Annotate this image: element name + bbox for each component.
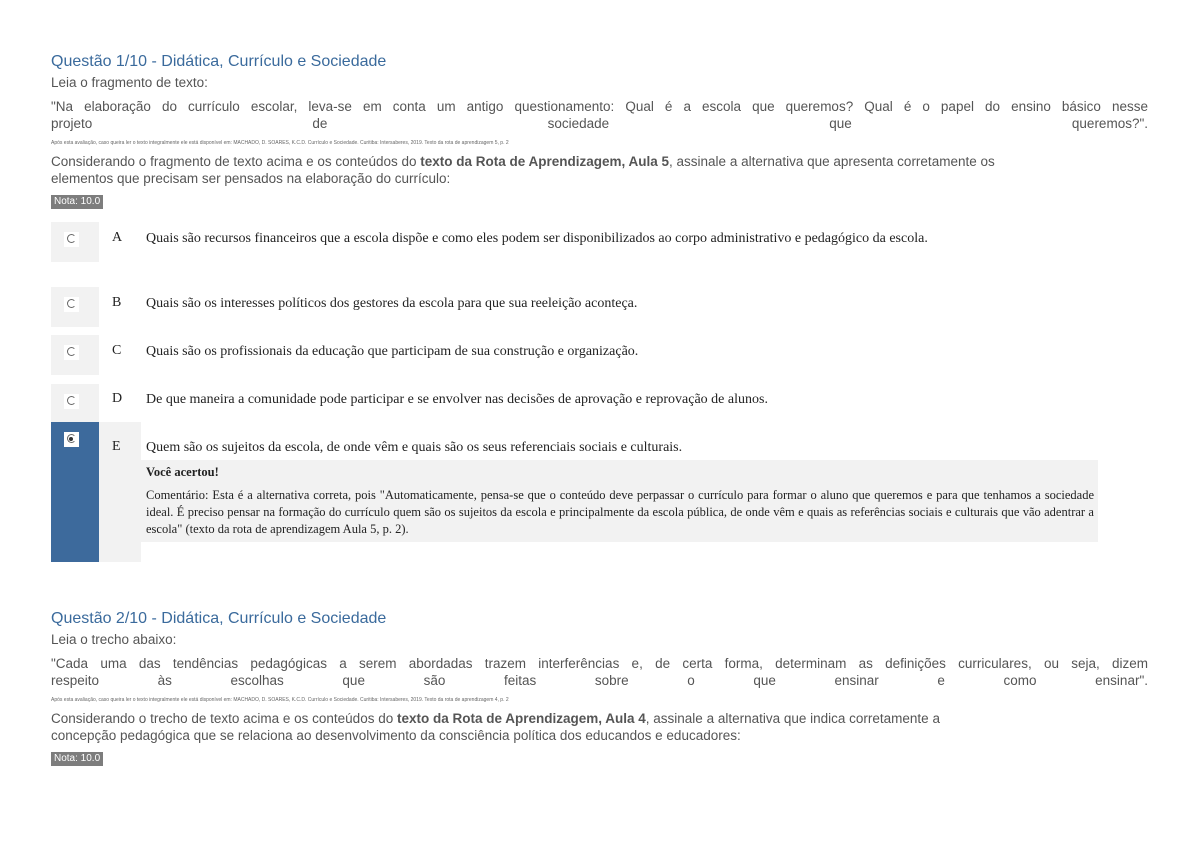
option-d-radio-cell[interactable] (51, 384, 99, 424)
question-2-prompt-line-2: concepção pedagógica que se relaciona ao desenvolvimento da consciência política dos educandos e educadores: (51, 728, 741, 743)
prompt-text: Considerando o fragmento de texto acima e os conteúdos do (51, 154, 421, 169)
option-c-letter: C (112, 343, 122, 358)
option-d-radio[interactable] (64, 394, 79, 409)
question-2-intro: Leia o trecho abaixo: (51, 632, 177, 647)
radio-icon (67, 396, 76, 405)
question-1-grade-badge: Nota: 10.0 (51, 195, 103, 209)
feedback-comment: Comentário: Esta é a alternativa correta, pois "Automaticamente, pensa-se que o conteúdo deve perpassar o currículo para formar o aluno que queremos e para que tenhamos a sociedade ideal. É preciso pensar na formação do currículo quem são os sujeitos da escola e principalmente da escola pública, de onde vêm e quais as referências sociais e culturais que vão adentrar a escola" (texto da rota de aprendizagem Aula 5, p. 2). (146, 488, 1094, 536)
option-c-radio-cell[interactable] (51, 335, 99, 375)
question-2-grade-badge: Nota: 10.0 (51, 752, 103, 766)
question-1-intro: Leia o fragmento de texto: (51, 75, 208, 90)
prompt-text: Considerando o trecho de texto acima e os conteúdos do (51, 711, 397, 726)
option-d-text[interactable]: De que maneira a comunidade pode participar e se envolver nas decisões de aprovação e reprovação de alunos. (146, 392, 768, 407)
question-1-quote-line-2: projeto de sociedade que queremos?". (51, 116, 1148, 131)
option-e-radio-cell[interactable] (51, 422, 99, 462)
option-b-text[interactable]: Quais são os interesses políticos dos gestores da escola para que sua reeleição aconteça. (146, 296, 638, 311)
feedback-title: Você acertou! (146, 465, 219, 479)
prompt-bold-text: texto da Rota de Aprendizagem, Aula 5 (420, 154, 670, 169)
option-c-text[interactable]: Quais são os profissionais da educação que participam de sua construção e organização. (146, 344, 639, 359)
question-2-prompt (51, 711, 1148, 727)
question-1-prompt (51, 154, 1148, 170)
answer-feedback-box (141, 460, 1098, 542)
option-e-radio[interactable] (64, 432, 79, 447)
prompt-text-end: , assinale a alternativa que indica corretamente a (645, 711, 940, 726)
option-b-radio[interactable] (64, 297, 79, 312)
question-1-prompt-line-2: elementos que precisam ser pensados na elaboração do currículo: (51, 171, 451, 186)
prompt-bold-text: texto da Rota de Aprendizagem, Aula 4 (396, 711, 646, 726)
question-2-title: Questão 2/10 - Didática, Currículo e Sociedade (51, 610, 387, 627)
option-a-radio[interactable] (64, 232, 79, 247)
option-c-radio[interactable] (64, 345, 79, 360)
question-2-quote-line-2: respeito às escolhas que são feitas sobre o que ensinar e como ensinar". (51, 673, 1148, 688)
option-a-radio-cell[interactable] (51, 222, 99, 262)
radio-icon (67, 299, 76, 308)
option-d-letter: D (112, 391, 123, 406)
option-b-letter: B (112, 295, 122, 310)
radio-selected-dot-icon (69, 437, 73, 441)
question-2-quote-line-1: "Cada uma das tendências pedagógicas a serem abordadas trazem interferências e, de certa forma, determinam as definições curriculares, ou seja, dizem (51, 656, 1148, 671)
option-e-letter: E (112, 439, 121, 454)
prompt-text-end: , assinale a alternativa que apresenta corretamente os (669, 154, 995, 169)
option-e-text[interactable]: Quem são os sujeitos da escola, de onde vêm e quais são os seus referenciais sociais e culturais. (146, 440, 683, 455)
question-1-quote-line-1: "Na elaboração do currículo escolar, leva-se em conta um antigo questionamento: Qual é a escola que queremos? Qual é o papel do ensino básico nesse (51, 99, 1148, 114)
option-a-letter: A (112, 230, 123, 245)
question-1-source: Após esta avaliação, caso queira ler o texto integralmente ele está disponível em: MACHADO, D. SOARES, K.C.D. Currículo e Sociedade. Curitiba: Intersaberes, 2019. Texto da rota de aprendizagem 5, p. 2 (51, 140, 509, 146)
question-1-title: Questão 1/10 - Didática, Currículo e Sociedade (51, 53, 387, 70)
radio-icon (67, 347, 76, 356)
option-b-radio-cell[interactable] (51, 287, 99, 327)
question-2-source: Após esta avaliação, caso queira ler o texto integralmente ele está disponível em: MACHADO, D. SOARES, K.C.D. Currículo e Sociedade. Curitiba: Intersaberes, 2019. Texto da rota de aprendizagem 4, p. 2 (51, 697, 509, 703)
option-a-text[interactable]: Quais são recursos financeiros que a escola dispõe e como eles podem ser disponibilizados ao corpo administrativo e pedagógico da escola. (146, 231, 928, 246)
radio-icon (67, 234, 76, 243)
